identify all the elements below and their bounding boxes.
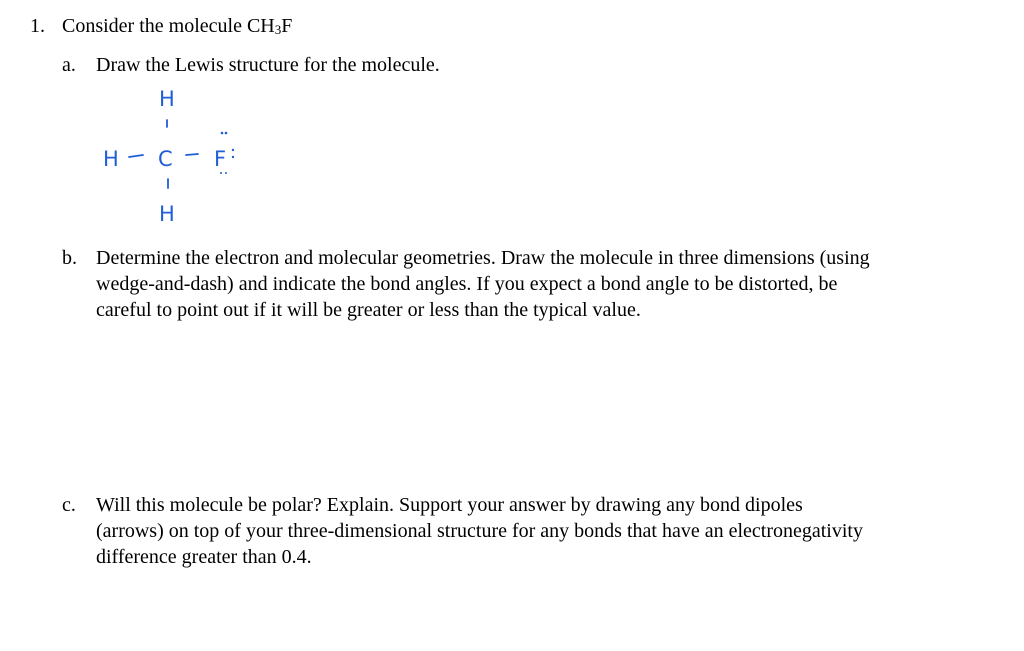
part-a-letter: a. [62,54,76,76]
part-b-letter: b. [62,247,77,269]
question-title-suffix: F [281,15,293,37]
part-b-line: careful to point out if it will be greater or less than the typical value. [96,299,641,321]
part-b-line: wedge-and-dash) and indicate the bond angles. If you expect a bond angle to be distorted, be [96,273,838,295]
part-c-text [96,492,996,570]
part-c-line: Will this molecule be polar? Explain. Support your answer by drawing any bond dipoles [96,494,803,516]
atom-left-h: H [103,147,119,171]
part-b-line: Determine the electron and molecular geometries. Draw the molecule in three dimensions (using [96,247,870,269]
question-title [62,13,292,43]
question-title-subscript: 3 [274,22,282,37]
bond-right [186,154,198,155]
atom-right-f: F [214,147,227,171]
bond-left [129,155,143,157]
part-b-text [96,245,996,323]
part-c-letter: c. [62,494,76,516]
part-c-line: difference greater than 0.4. [96,546,312,568]
part-c-line: (arrows) on top of your three-dimensional structure for any bonds that have an electronegativity [96,520,863,542]
part-a-text: Draw the Lewis structure for the molecule. [96,54,440,76]
lewis-structure-drawing [95,80,255,230]
question-title-prefix: Consider the molecule CH [62,15,275,37]
question-number: 1. [30,15,45,37]
atom-bottom-h: H [159,202,175,226]
atom-center-c: C [158,147,173,171]
atom-top-h: H [159,87,175,111]
